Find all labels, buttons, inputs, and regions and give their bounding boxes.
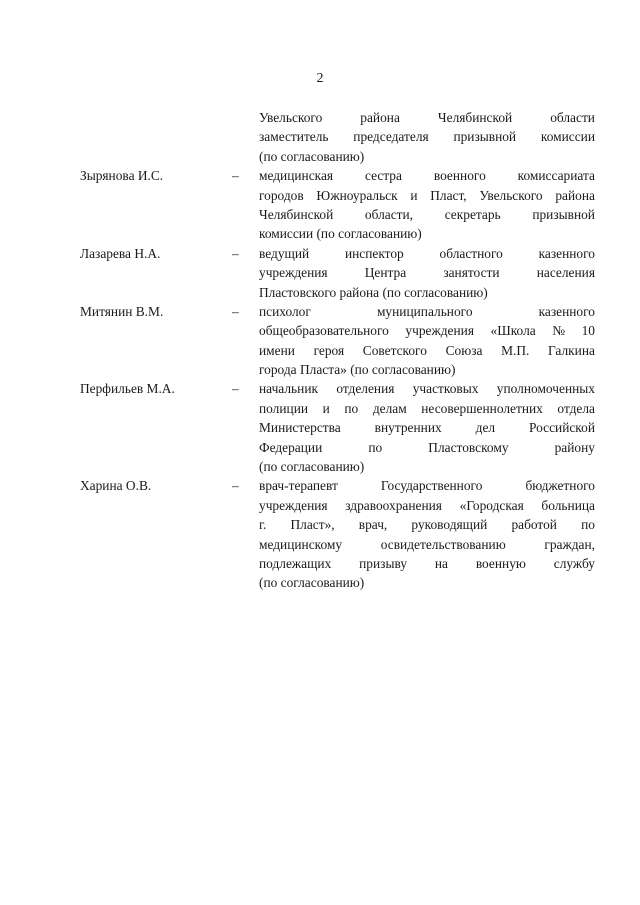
member-name: Зырянова И.С. (80, 168, 164, 184)
member-entry (0, 244, 640, 302)
member-description (259, 166, 595, 244)
description-line: комиссии (по согласованию) (259, 226, 422, 242)
description-line: города Пласта» (по согласованию) (259, 362, 456, 378)
description-line: учреждения Центра занятости населения (259, 265, 595, 281)
description-line: полиции и по делам несовершеннолетних отдела (259, 400, 595, 416)
description-line: подлежащих призыву на военную службу (259, 555, 595, 571)
description-line: Увельского района Челябинской области (259, 110, 595, 125)
member-description (259, 244, 595, 302)
description-line: учреждения здравоохранения «Городская больница (259, 497, 595, 513)
member-entry (0, 166, 640, 244)
description-line: медицинскому освидетельствованию граждан, (259, 536, 595, 552)
member-dash: – (232, 478, 239, 494)
description-line: городов Южноуральск и Пласт, Увельского района (259, 187, 595, 203)
description-line: Министерства внутренних дел Российской (259, 420, 595, 436)
member-name: Перфильев М.А. (80, 381, 175, 397)
commission-members-list (0, 108, 640, 593)
member-entry (0, 302, 640, 380)
member-dash: – (232, 168, 239, 184)
description-line: г. Пласт», врач, руководящий работой по (259, 517, 595, 533)
description-line: Челябинской области, секретарь призывной (259, 206, 595, 222)
member-name: Митянин В.М. (80, 303, 164, 319)
member-description (259, 302, 595, 380)
description-line: начальник отделения участковых уполномоченных (259, 381, 595, 397)
page-number: 2 (316, 71, 324, 86)
member-entry-continuation (0, 108, 640, 166)
member-name: Лазарева Н.А. (80, 245, 161, 261)
description-line: врач-терапевт Государственного бюджетного (259, 478, 595, 494)
member-description (259, 476, 595, 592)
description-line: общеобразовательного учреждения «Школа № 10 (259, 323, 595, 339)
member-entry (0, 476, 640, 592)
description-line: Пластовского района (по согласованию) (259, 284, 488, 300)
member-dash: – (232, 381, 239, 397)
description-line: психолог муниципального казенного (259, 303, 595, 319)
member-description (259, 379, 595, 476)
description-line: Федерации по Пластовскому району (259, 439, 595, 455)
description-line: заместитель председателя призывной комиссии (259, 129, 595, 145)
description-line: медицинская сестра военного комиссариата (259, 168, 595, 184)
member-dash: – (232, 303, 239, 319)
description-line: имени героя Советского Союза М.П. Галкина (259, 342, 595, 358)
member-description (259, 108, 595, 166)
description-line: (по согласованию) (259, 148, 365, 164)
member-name: Харина О.В. (80, 478, 152, 494)
description-line: ведущий инспектор областного казенного (259, 245, 595, 261)
description-line: (по согласованию) (259, 575, 365, 591)
member-dash: – (232, 245, 239, 261)
member-entry (0, 379, 640, 476)
description-line: (по согласованию) (259, 459, 365, 475)
